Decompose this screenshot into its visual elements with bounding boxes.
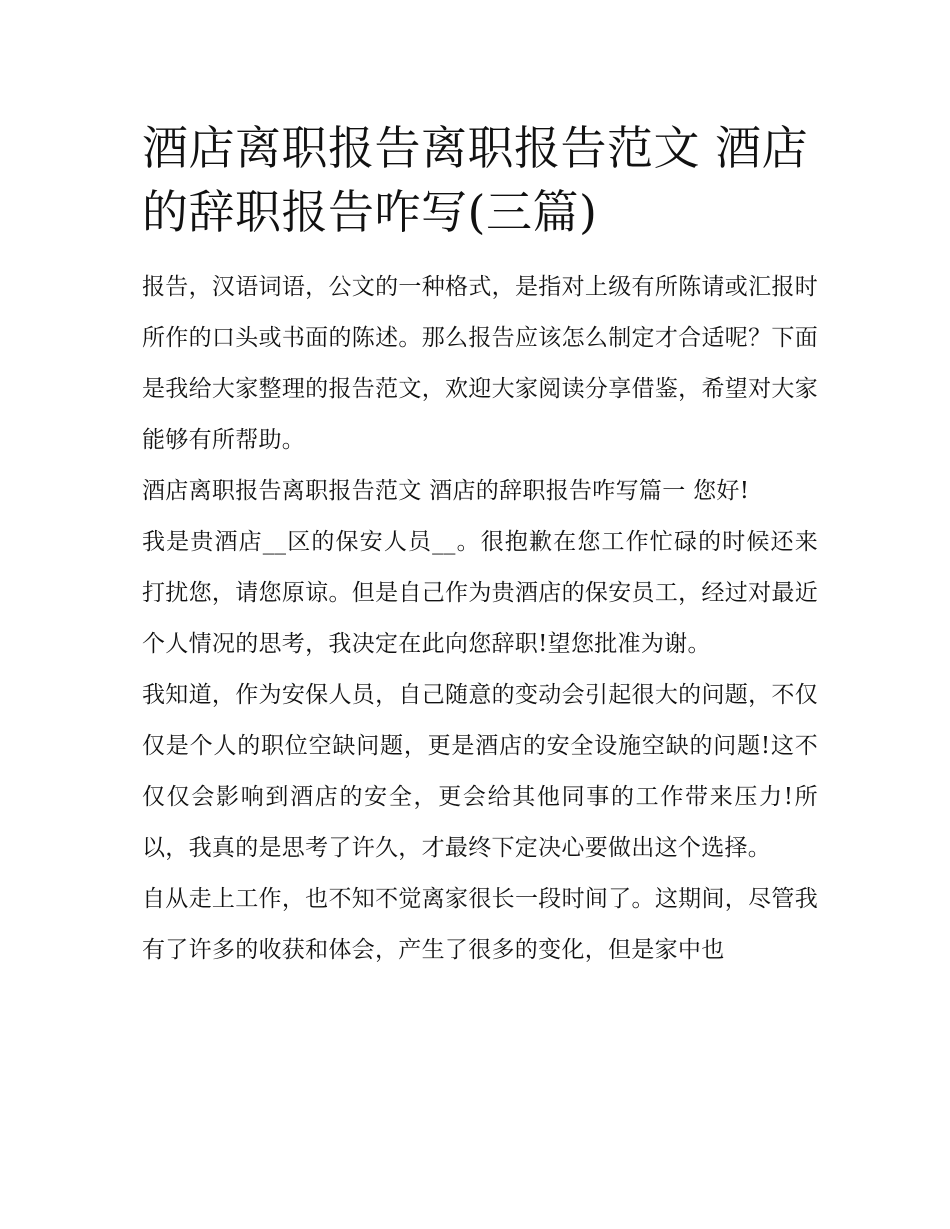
paragraph-resignation-request: 我是贵酒店__区的保安人员__。很抱歉在您工作忙碌的时候还来打扰您，请您原谅。但是自己作为贵酒店的保安员工，经过对最近个人情况的思考，我决定在此向您辞职!望您批准为谢。 — [142, 529, 818, 657]
document-content — [142, 116, 818, 976]
paragraph-away-from-home: 自从走上工作，也不知不觉离家很长一段时间了。这期间，尽管我有了许多的收获和体会，产生了很多的变化，但是家中也 — [142, 886, 818, 963]
paragraph-security-concerns: 我知道，作为安保人员，自己随意的变动会引起很大的问题，不仅仅是个人的职位空缺问题，更是酒店的安全设施空缺的问题!这不仅仅会影响到酒店的安全，更会给其他同事的工作带来压力!所以，我真的是思考了许久，才最终下定决心要做出这个选择。 — [142, 682, 818, 861]
paragraph-section-heading: 酒店离职报告离职报告范文 酒店的辞职报告咋写篇一 您好! — [142, 478, 750, 504]
title-spacing — [142, 244, 818, 262]
document-title: 酒店离职报告离职报告范文 酒店的辞职报告咋写(三篇) — [142, 121, 809, 239]
paragraph-intro: 报告，汉语词语，公文的一种格式，是指对上级有所陈请或汇报时所作的口头或书面的陈述。那么报告应该怎么制定才合适呢？下面是我给大家整理的报告范文，欢迎大家阅读分享借鉴，希望对大家能够有所帮助。 — [142, 274, 818, 453]
